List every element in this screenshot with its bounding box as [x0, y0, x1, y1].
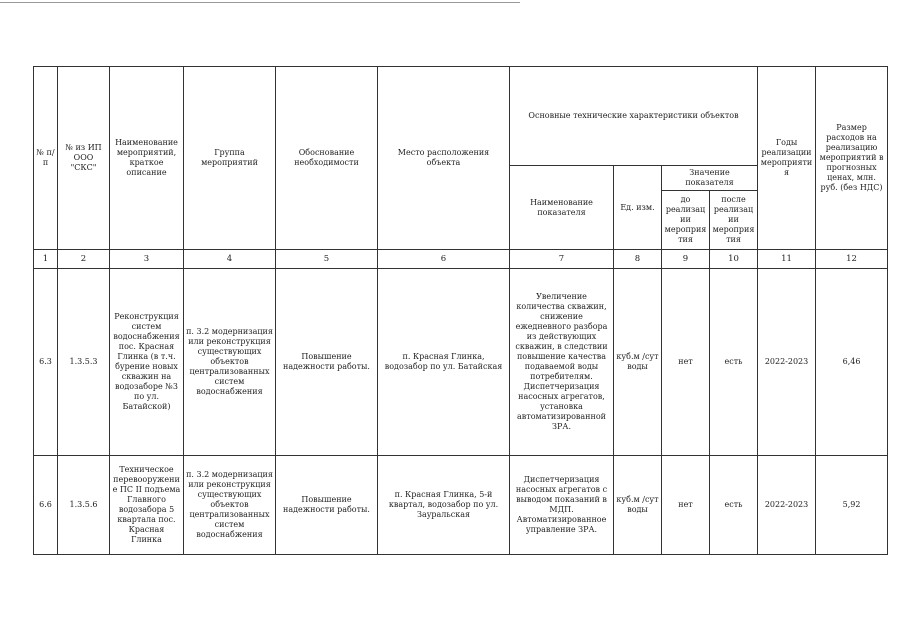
row-indicator: Увеличение количества скважин, снижение ежедневного разбора из действующих скважин, в следствии повышение качества подаваемой воды потребителям. Диспетчеризация насосных агрегатов, установка автоматизированной ЗРА. [510, 269, 614, 456]
column-numbers-row [34, 250, 888, 269]
col-number: 1 [34, 250, 58, 269]
row-unit: куб.м /сут воды [614, 456, 662, 555]
header-indicator-value: Значение показателя [662, 166, 758, 191]
row-num: 6.3 [34, 269, 58, 456]
col-number: 9 [662, 250, 710, 269]
col-number: 8 [614, 250, 662, 269]
col-number: 12 [816, 250, 888, 269]
row-location: п. Красная Глинка, 5-й квартал, водозабор по ул. Зауральская [378, 456, 510, 555]
measures-table [33, 66, 888, 555]
row-cost: 6,46 [816, 269, 888, 456]
header-measure-name: Наименование мероприятий, краткое описание [110, 67, 184, 250]
row-measure-group: п. 3.2 модернизация или реконструкция существующих объектов централизованных систем водоснабжения [184, 269, 276, 456]
page-top-rule [0, 2, 520, 3]
header-tech-characteristics: Основные технические характеристики объектов [510, 67, 758, 166]
row-years: 2022-2023 [758, 456, 816, 555]
header-row-1 [34, 67, 888, 166]
col-number: 4 [184, 250, 276, 269]
header-ip-number: № из ИП ООО "СКС" [58, 67, 110, 250]
row-num: 6.6 [34, 456, 58, 555]
row-before: нет [662, 456, 710, 555]
row-measure-name: Техническое перевооружение ПС II подъема Главного водозабора 5 квартала пос. Красная Глинка [110, 456, 184, 555]
row-after: есть [710, 456, 758, 555]
header-reason: Обоснование необходимости [276, 67, 378, 250]
header-after: после реализации мероприятия [710, 191, 758, 250]
row-years: 2022-2023 [758, 269, 816, 456]
col-number: 2 [58, 250, 110, 269]
row-measure-group: п. 3.2 модернизация или реконструкция существующих объектов централизованных систем водоснабжения [184, 456, 276, 555]
row-before: нет [662, 269, 710, 456]
col-number: 3 [110, 250, 184, 269]
row-location: п. Красная Глинка, водозабор по ул. Батайская [378, 269, 510, 456]
row-measure-name: Реконструкция систем водоснабжения пос. Красная Глинка (в т.ч. бурение новых скважин на водозаборе №3 по ул. Батайской) [110, 269, 184, 456]
header-indicator-name: Наименование показателя [510, 166, 614, 250]
col-number: 11 [758, 250, 816, 269]
row-reason: Повышение надежности работы. [276, 269, 378, 456]
header-num: № п/п [34, 67, 58, 250]
col-number: 6 [378, 250, 510, 269]
col-number: 5 [276, 250, 378, 269]
col-number: 10 [710, 250, 758, 269]
table-row [34, 456, 888, 555]
header-before: до реализации мероприятия [662, 191, 710, 250]
header-measure-group: Группа мероприятий [184, 67, 276, 250]
table-row [34, 269, 888, 456]
header-location: Место расположения объекта [378, 67, 510, 250]
header-unit: Ед. изм. [614, 166, 662, 250]
row-ip-number: 1.3.5.3 [58, 269, 110, 456]
row-cost: 5,92 [816, 456, 888, 555]
col-number: 7 [510, 250, 614, 269]
row-reason: Повышение надежности работы. [276, 456, 378, 555]
row-ip-number: 1.3.5.6 [58, 456, 110, 555]
row-after: есть [710, 269, 758, 456]
header-years: Годы реализации мероприятия [758, 67, 816, 250]
row-indicator: Диспетчеризация насосных агрегатов с выводом показаний в МДП. Автоматизированное управление ЗРА. [510, 456, 614, 555]
row-unit: куб.м /сут воды [614, 269, 662, 456]
header-cost: Размер расходов на реализацию мероприятий в прогнозных ценах, млн. руб. (без НДС) [816, 67, 888, 250]
